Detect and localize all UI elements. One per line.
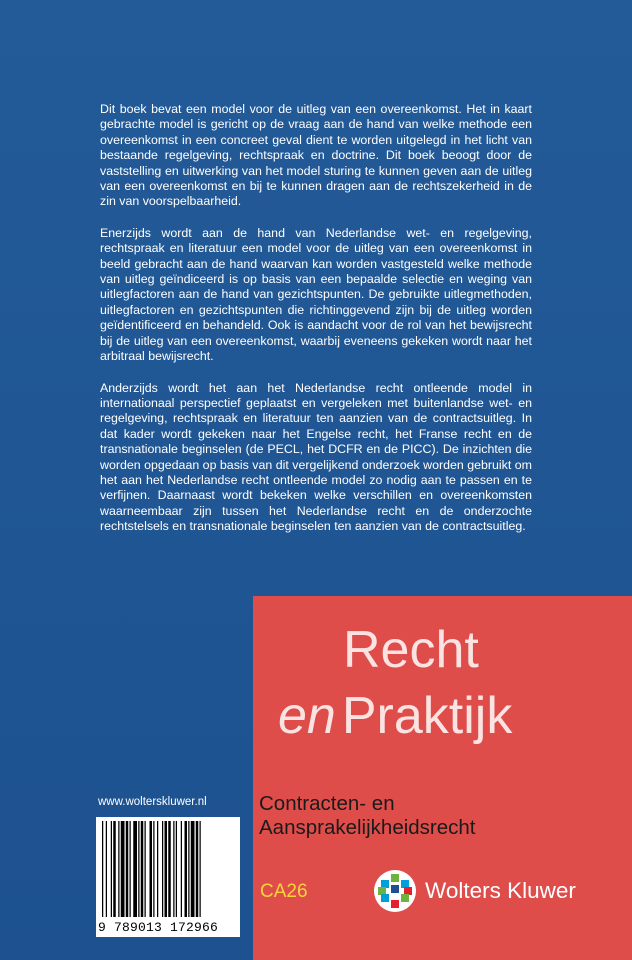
publisher-url[interactable]: www.wolterskluwer.nl [98, 796, 207, 808]
series-title-praktijk: Praktijk [341, 687, 513, 745]
barcode-bar [188, 821, 189, 917]
barcode-bar [153, 821, 154, 917]
publisher-name: Wolters Kluwer [425, 878, 576, 903]
barcode-bar [113, 821, 116, 917]
barcode-bar [118, 821, 119, 917]
barcode-bars [100, 821, 236, 919]
barcode-bar [102, 821, 103, 917]
barcode-bar [121, 821, 125, 917]
back-cover-blurb [100, 102, 532, 551]
blurb-paragraph-3: Anderzijds wordt het aan het Nederlandse recht ontleende model in internationaal perspectief geplaatst en vergeleken met buitenlandse wet- en regelgeving, rechtspraak en literatuur ten aanzien van de contractsuitleg. In dat kader wordt gekeken naar het Engelse recht, het Franse recht en de transnationale beginselen (de PECL, het DCFR en de PICC). De inzichten die worden opgedaan op basis van dit vergelijkend onderzoek worden gebruikt om het aan het Nederlandse recht ontleende model zo nodig aan te passen en te verfijnen. Daarnaast wordt bekeken welke verschillen en overeenkomsten waarneembaar zijn tussen het Nederlandse recht en de onderzochte rechtstelsels en transnationale beginselen ten aanzien van de contractsuitleg. [100, 380, 532, 534]
barcode-bar [126, 821, 129, 917]
barcode-bar [165, 821, 168, 917]
barcode-bar [138, 821, 139, 917]
isbn-digits: 9 789013 172966 [98, 920, 219, 935]
barcode-bar [173, 821, 174, 917]
barcode-bar [157, 821, 158, 917]
blurb-paragraph-2: Enerzijds wordt aan de hand van Nederlandse wet- en regelgeving, rechtspraak en literatuur een model voor de uitleg van een overeenkomst in beeld gebracht aan de hand waarvan kan worden vastgesteld welke methode van uitleg geïndiceerd is op basis van een bepaalde selectie en weging van uitlegfactoren aan de hand van gezichtspunten. De gebruikte uitlegmethoden, uitlegfactoren en gezichtspunten die richtinggevend zijn bij de uitleg worden geïdentificeerd en behandeld. Ook is aandacht voor de rol van het bewijsrecht bij de uitleg van een overeenkomst, waarbij eveneens gekeken wordt naar het arbitraal bewijsrecht. [100, 225, 532, 364]
barcode-bar [200, 821, 201, 917]
barcode-bar [176, 821, 177, 917]
series-subtitle-line-2: Aansprakelijkheidsrecht [259, 816, 476, 839]
barcode-bar [130, 821, 131, 917]
series-title-recht: Recht [343, 621, 479, 679]
barcode-bar [196, 821, 199, 917]
barcode-bar [162, 821, 163, 917]
series-code: CA26 [260, 881, 308, 902]
series-subtitle-line-1: Contracten- en [259, 792, 395, 815]
barcode-bar [150, 821, 153, 917]
publisher-logo [373, 869, 576, 913]
barcode-bar [106, 821, 107, 917]
barcode-bar [185, 821, 188, 917]
series-panel [253, 596, 632, 960]
barcode-bar [133, 821, 137, 917]
barcode-bar [111, 821, 112, 917]
blurb-paragraph-1: Dit boek bevat een model voor de uitleg van een overeenkomst. Het in kaart gebrachte model is gericht op de vraag aan de hand van welke methode een overeenkomst in een concreet geval dient te worden uitgelegd in het licht van bestaande regelgeving, rechtspraak en doctrine. Dit boek beoogt door de vaststelling en uitwerking van het model sturing te kunnen geven aan de uitleg van een overeenkomst en bij te kunnen dragen aan de rechtszekerheid in de zin van voorspelbaarheid. [100, 102, 532, 209]
barcode-bar [141, 821, 144, 917]
barcode-bar [145, 821, 146, 917]
isbn-barcode [96, 817, 240, 937]
barcode-bar [181, 821, 182, 917]
barcode-bar [168, 821, 171, 917]
wolters-kluwer-tile-icon [373, 869, 417, 913]
series-title-en-praktijk [278, 688, 512, 744]
series-subtitle [259, 792, 619, 840]
series-title-en: en [278, 687, 336, 745]
barcode-bar [191, 821, 195, 917]
